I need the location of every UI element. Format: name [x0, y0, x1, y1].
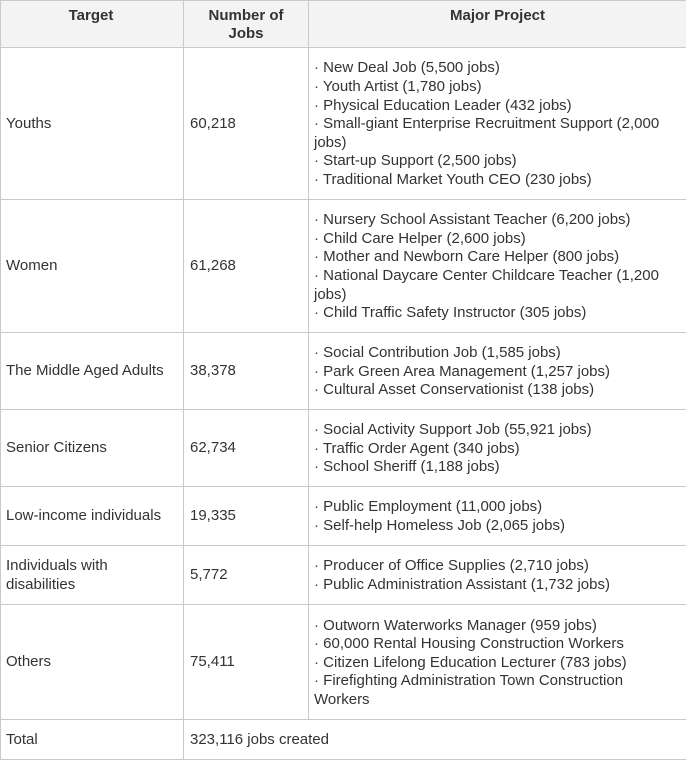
project-item: · Physical Education Leader (432 jobs) [314, 97, 682, 116]
header-number-of-jobs: Number of Jobs [184, 1, 309, 48]
project-text: Firefighting Administration Town Construction Workers [314, 672, 623, 708]
project-item: · Small-giant Enterprise Recruitment Support (2,000 jobs) [314, 115, 682, 152]
project-item: · Self-help Homeless Job (2,065 jobs) [314, 517, 682, 536]
project-item: · Citizen Lifelong Education Lecturer (783 jobs) [314, 654, 682, 673]
project-text: Start-up Support (2,500 jobs) [323, 152, 516, 169]
project-list-cell [309, 333, 686, 410]
project-text: Mother and Newborn Care Helper (800 jobs) [323, 248, 619, 265]
table-row [1, 605, 686, 720]
table-row [1, 200, 686, 333]
project-item: · 60,000 Rental Housing Construction Workers [314, 635, 682, 654]
project-item: · Producer of Office Supplies (2,710 jobs) [314, 557, 682, 576]
header-row [1, 1, 686, 48]
table-row [1, 546, 686, 605]
project-item: · Public Employment (11,000 jobs) [314, 498, 682, 517]
project-item: · New Deal Job (5,500 jobs) [314, 59, 682, 78]
job-count-cell: 75,411 [184, 605, 309, 720]
total-row [1, 720, 686, 760]
project-text: Producer of Office Supplies (2,710 jobs) [323, 557, 589, 574]
project-text: Public Administration Assistant (1,732 jobs) [323, 576, 610, 593]
header-major-project: Major Project [309, 1, 686, 48]
project-text: Traffic Order Agent (340 jobs) [323, 440, 520, 457]
project-text: Cultural Asset Conservationist (138 jobs) [323, 381, 594, 398]
target-cell: The Middle Aged Adults [1, 333, 184, 410]
project-list-cell [309, 605, 686, 720]
project-item: · Social Contribution Job (1,585 jobs) [314, 344, 682, 363]
project-item: · Child Care Helper (2,600 jobs) [314, 230, 682, 249]
target-cell: Youths [1, 48, 184, 200]
project-text: Child Traffic Safety Instructor (305 jobs) [323, 304, 586, 321]
project-text: Citizen Lifelong Education Lecturer (783 jobs) [323, 654, 627, 671]
project-item: · Youth Artist (1,780 jobs) [314, 78, 682, 97]
target-cell: Low-income individuals [1, 487, 184, 546]
project-item: · Firefighting Administration Town Construction Workers [314, 672, 682, 709]
project-item: · Social Activity Support Job (55,921 jobs) [314, 421, 682, 440]
project-text: National Daycare Center Childcare Teacher (1,200 jobs) [314, 267, 659, 303]
project-item: · Public Administration Assistant (1,732 jobs) [314, 576, 682, 595]
project-item: · Traditional Market Youth CEO (230 jobs) [314, 171, 682, 190]
project-item: · Mother and Newborn Care Helper (800 jobs) [314, 248, 682, 267]
table-header [1, 1, 686, 48]
project-text: Physical Education Leader (432 jobs) [323, 97, 571, 114]
project-item: · Start-up Support (2,500 jobs) [314, 152, 682, 171]
project-list-cell [309, 48, 686, 200]
table-row [1, 48, 686, 200]
project-item: · Nursery School Assistant Teacher (6,200 jobs) [314, 211, 682, 230]
project-list-cell [309, 546, 686, 605]
header-target: Target [1, 1, 184, 48]
table-row [1, 410, 686, 487]
project-text: Social Activity Support Job (55,921 jobs) [323, 421, 591, 438]
target-cell: Women [1, 200, 184, 333]
project-text: Public Employment (11,000 jobs) [323, 498, 542, 515]
project-text: Youth Artist (1,780 jobs) [323, 78, 482, 95]
job-count-cell: 38,378 [184, 333, 309, 410]
project-text: Nursery School Assistant Teacher (6,200 jobs) [323, 211, 630, 228]
table-body [1, 48, 686, 760]
job-count-cell: 62,734 [184, 410, 309, 487]
project-item: · School Sheriff (1,188 jobs) [314, 458, 682, 477]
project-item: · Cultural Asset Conservationist (138 jobs) [314, 381, 682, 400]
target-cell: Senior Citizens [1, 410, 184, 487]
project-text: New Deal Job (5,500 jobs) [323, 59, 500, 76]
total-value: 323,116 jobs created [184, 720, 686, 760]
project-list-cell [309, 410, 686, 487]
target-cell: Others [1, 605, 184, 720]
project-text: 60,000 Rental Housing Construction Workers [323, 635, 624, 652]
project-text: Self-help Homeless Job (2,065 jobs) [323, 517, 565, 534]
job-count-cell: 60,218 [184, 48, 309, 200]
job-count-cell: 19,335 [184, 487, 309, 546]
job-count-cell: 61,268 [184, 200, 309, 333]
project-item: · Outworn Waterworks Manager (959 jobs) [314, 617, 682, 636]
job-count-cell: 5,772 [184, 546, 309, 605]
project-text: Traditional Market Youth CEO (230 jobs) [323, 171, 592, 188]
project-text: Child Care Helper (2,600 jobs) [323, 230, 526, 247]
project-text: School Sheriff (1,188 jobs) [323, 458, 500, 475]
project-text: Park Green Area Management (1,257 jobs) [323, 363, 610, 380]
table-row [1, 333, 686, 410]
project-text: Social Contribution Job (1,585 jobs) [323, 344, 561, 361]
project-list-cell [309, 200, 686, 333]
project-item: · Traffic Order Agent (340 jobs) [314, 440, 682, 459]
project-item: · Park Green Area Management (1,257 jobs) [314, 363, 682, 382]
table-row [1, 487, 686, 546]
project-item: · National Daycare Center Childcare Teacher (1,200 jobs) [314, 267, 682, 304]
project-text: Small-giant Enterprise Recruitment Support (2,000 jobs) [314, 115, 659, 151]
project-item: · Child Traffic Safety Instructor (305 jobs) [314, 304, 682, 323]
target-cell: Individuals with disabilities [1, 546, 184, 605]
total-label: Total [1, 720, 184, 760]
project-text: Outworn Waterworks Manager (959 jobs) [323, 617, 597, 634]
project-list-cell [309, 487, 686, 546]
